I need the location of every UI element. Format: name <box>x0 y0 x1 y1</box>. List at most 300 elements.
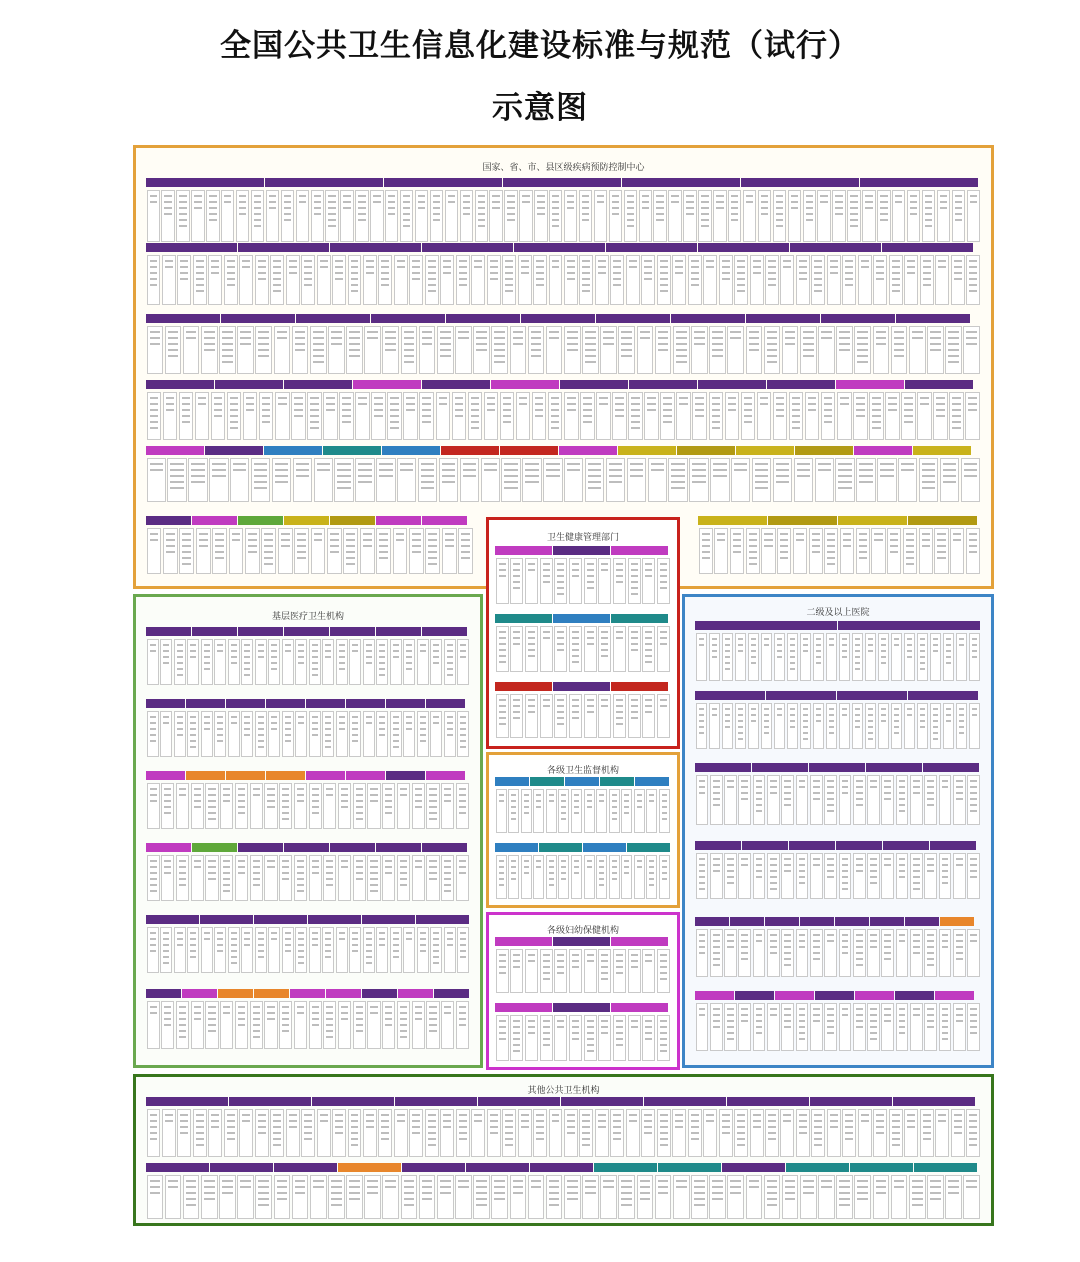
item-text-line <box>363 533 372 535</box>
item-text-line <box>471 427 480 429</box>
item-text-line <box>343 195 350 197</box>
item-text-line <box>913 864 920 866</box>
item-box <box>525 694 538 738</box>
item-text-line <box>937 545 945 547</box>
item-text-line <box>325 644 331 646</box>
item-text-line <box>624 860 629 862</box>
item-text-line <box>440 337 451 339</box>
item-text-line <box>285 716 291 718</box>
item-box-row <box>146 456 981 504</box>
item-text-line <box>444 1012 451 1014</box>
item-text-line <box>370 866 377 868</box>
item-text-line <box>857 1198 868 1200</box>
item-text-line <box>412 1132 420 1134</box>
item-box <box>877 190 890 242</box>
item-box <box>496 1015 509 1061</box>
item-text-line <box>776 481 789 483</box>
item-box <box>887 528 901 574</box>
item-text-line <box>463 469 476 471</box>
item-box <box>746 1175 763 1219</box>
item-box <box>519 190 532 242</box>
item-box <box>228 711 240 757</box>
item-text-line <box>248 539 257 541</box>
item-box <box>582 1175 599 1219</box>
item-text-line <box>531 1186 542 1188</box>
item-text-line <box>397 1114 405 1116</box>
item-box <box>201 1175 218 1219</box>
item-text-line <box>713 469 726 471</box>
item-text-line <box>557 637 564 639</box>
item-box <box>510 949 523 993</box>
item-text-line <box>312 668 318 670</box>
item-text-line <box>616 954 623 956</box>
item-text-line <box>379 539 388 541</box>
item-text-line <box>814 284 822 286</box>
item-box <box>813 703 825 749</box>
item-text-line <box>803 638 809 640</box>
item-text-line <box>238 788 245 790</box>
item-text-line <box>859 551 867 553</box>
item-text-line <box>150 938 156 940</box>
item-text-line <box>859 533 867 535</box>
item-text-line <box>712 1186 723 1188</box>
category-header <box>226 699 265 708</box>
item-text-line <box>738 714 744 716</box>
item-text-line <box>820 201 827 203</box>
item-text-line <box>913 858 920 860</box>
item-text-line <box>899 858 906 860</box>
item-box <box>160 639 172 685</box>
item-box <box>491 1175 508 1219</box>
item-text-line <box>314 533 323 535</box>
item-text-line <box>349 349 360 351</box>
item-box <box>796 853 809 899</box>
item-text-line <box>959 644 965 646</box>
item-text-line <box>271 668 277 670</box>
category-header-strip <box>146 1163 981 1172</box>
item-text-line <box>738 726 744 728</box>
item-box <box>516 392 531 440</box>
item-box <box>167 458 186 502</box>
category-header <box>530 777 564 786</box>
item-box <box>753 853 766 899</box>
item-box <box>455 326 472 374</box>
item-text-line <box>281 533 290 535</box>
item-text-line <box>842 1014 849 1016</box>
item-text-line <box>827 798 834 800</box>
category-header <box>422 380 490 389</box>
item-text-line <box>601 954 608 956</box>
item-text-line <box>284 213 291 215</box>
item-box <box>282 639 294 685</box>
item-text-line <box>217 740 223 742</box>
item-text-line <box>513 1032 520 1034</box>
item-text-line <box>906 545 914 547</box>
item-text-line <box>231 932 237 934</box>
item-text-line <box>412 545 421 547</box>
item-text-line <box>713 798 720 800</box>
item-box <box>518 255 532 305</box>
item-text-line <box>859 463 872 465</box>
item-text-line <box>179 1024 186 1026</box>
item-text-line <box>695 397 704 399</box>
item-text-line <box>366 932 372 934</box>
item-text-line <box>325 716 331 718</box>
item-text-line <box>621 331 632 333</box>
item-text-line <box>583 403 592 405</box>
item-text-line <box>746 195 753 197</box>
item-box <box>554 558 567 604</box>
item-text-line <box>912 1198 923 1200</box>
item-text-line <box>706 260 714 262</box>
item-text-line <box>298 716 304 718</box>
item-text-line <box>403 207 410 209</box>
item-text-line <box>204 1180 215 1182</box>
item-box <box>600 326 617 374</box>
item-text-line <box>511 866 516 868</box>
item-text-line <box>326 397 335 399</box>
category-header <box>908 516 977 525</box>
item-text-line <box>403 201 410 203</box>
item-text-line <box>356 872 363 874</box>
item-text-line <box>385 1186 396 1188</box>
item-text-line <box>631 1026 638 1028</box>
item-text-line <box>791 195 798 197</box>
item-box <box>753 775 766 825</box>
item-text-line <box>870 1032 877 1034</box>
item-text-line <box>954 1126 962 1128</box>
item-text-line <box>346 539 355 541</box>
item-box <box>584 949 597 993</box>
item-text-line <box>258 272 266 274</box>
item-text-line <box>429 878 436 880</box>
item-box <box>425 255 439 305</box>
item-text-line <box>741 858 748 860</box>
item-text-line <box>755 475 768 477</box>
item-text-line <box>621 355 632 357</box>
item-text-line <box>624 800 629 802</box>
item-text-line <box>281 539 290 541</box>
category-header <box>254 989 289 998</box>
item-text-line <box>727 1008 734 1010</box>
item-text-line <box>733 533 741 535</box>
item-text-line <box>712 714 718 716</box>
item-text-line <box>379 944 385 946</box>
item-text-line <box>549 872 554 874</box>
item-text-line <box>561 818 566 820</box>
item-text-line <box>913 786 920 788</box>
item-text-line <box>599 794 604 796</box>
item-text-line <box>621 349 632 351</box>
item-text-line <box>587 575 594 577</box>
item-text-line <box>574 866 579 868</box>
category-header <box>146 1097 228 1106</box>
item-box <box>309 927 321 973</box>
item-text-line <box>168 1186 179 1188</box>
item-text-line <box>342 403 351 405</box>
item-text-line <box>969 266 977 268</box>
item-box <box>309 711 321 757</box>
item-text-line <box>455 415 464 417</box>
item-box <box>748 703 760 749</box>
category-header <box>205 446 263 455</box>
item-text-line <box>258 956 264 958</box>
item-text-line <box>792 427 801 429</box>
item-box <box>510 1175 527 1219</box>
item-box <box>815 458 834 502</box>
item-text-line <box>258 746 264 748</box>
item-text-line <box>658 1180 669 1182</box>
item-text-line <box>325 938 331 940</box>
item-box <box>311 528 326 574</box>
item-text-line <box>513 643 520 645</box>
item-box <box>847 190 860 242</box>
item-text-line <box>660 1132 668 1134</box>
item-text-line <box>922 539 930 541</box>
item-box <box>502 1109 516 1157</box>
item-text-line <box>412 1114 420 1116</box>
item-text-line <box>177 932 183 934</box>
item-box <box>896 853 909 899</box>
item-text-line <box>741 786 748 788</box>
item-text-line <box>326 409 335 411</box>
item-text-line <box>876 337 887 339</box>
item-box <box>353 855 366 901</box>
hospital-band-1 <box>695 621 981 683</box>
item-text-line <box>214 397 223 399</box>
item-text-line <box>702 539 710 541</box>
item-text-line <box>588 487 601 489</box>
item-text-line <box>725 656 731 658</box>
item-text-line <box>938 260 946 262</box>
item-box <box>160 927 172 973</box>
item-text-line <box>631 954 638 956</box>
item-text-line <box>861 1120 869 1122</box>
item-text-line <box>942 946 949 948</box>
item-box-row <box>698 526 981 576</box>
category-header <box>695 621 837 630</box>
item-text-line <box>258 260 266 262</box>
item-box <box>891 1175 908 1219</box>
item-text-line <box>194 806 201 808</box>
item-box <box>193 1109 207 1157</box>
item-text-line <box>313 349 324 351</box>
item-text-line <box>543 575 550 577</box>
item-text-line <box>412 533 421 535</box>
item-text-line <box>537 207 544 209</box>
item-box <box>738 853 751 899</box>
item-text-line <box>222 349 233 351</box>
item-text-line <box>642 207 649 209</box>
item-text-line <box>258 337 269 339</box>
item-text-line <box>244 668 250 670</box>
item-text-line <box>954 266 962 268</box>
item-box <box>250 1001 263 1049</box>
category-header <box>860 178 978 187</box>
category-header <box>495 546 552 555</box>
item-text-line <box>603 331 614 333</box>
item-box <box>672 255 686 305</box>
category-header <box>422 627 467 636</box>
item-text-line <box>356 1030 363 1032</box>
item-text-line <box>663 397 672 399</box>
item-box <box>521 789 532 833</box>
item-text-line <box>940 201 947 203</box>
item-text-line <box>166 403 175 405</box>
item-box <box>295 711 307 757</box>
item-box <box>336 711 348 757</box>
item-text-line <box>964 469 977 471</box>
category-header <box>854 446 912 455</box>
item-box <box>800 326 817 374</box>
item-text-line <box>168 331 179 333</box>
item-text-line <box>415 800 422 802</box>
item-text-line <box>968 403 977 405</box>
item-text-line <box>549 337 560 339</box>
item-text-line <box>326 884 333 886</box>
item-text-line <box>609 475 622 477</box>
category-header-strip <box>146 627 470 636</box>
category-header-strip <box>695 991 981 1000</box>
item-text-line <box>231 962 237 964</box>
item-text-line <box>892 278 900 280</box>
item-text-line <box>150 860 157 862</box>
item-text-line <box>341 800 348 802</box>
item-text-line <box>923 284 931 286</box>
item-box <box>323 855 336 901</box>
item-text-line <box>713 952 720 954</box>
item-text-line <box>164 794 171 796</box>
item-text-line <box>899 1032 906 1034</box>
item-text-line <box>552 225 559 227</box>
item-text-line <box>507 207 514 209</box>
item-text-line <box>463 463 476 465</box>
other-band-1 <box>146 1097 981 1159</box>
item-text-line <box>829 644 835 646</box>
item-text-line <box>799 278 807 280</box>
item-text-line <box>230 427 239 429</box>
category-header <box>896 314 970 323</box>
item-box <box>596 392 611 440</box>
item-text-line <box>691 266 699 268</box>
item-text-line <box>813 1014 820 1016</box>
item-box <box>628 558 641 604</box>
category-header <box>495 777 529 786</box>
item-text-line <box>299 195 306 197</box>
item-text-line <box>557 593 564 595</box>
item-box <box>346 326 363 374</box>
item-text-line <box>645 1020 652 1022</box>
item-text-line <box>190 944 196 946</box>
item-text-line <box>428 551 437 553</box>
item-text-line <box>730 337 741 339</box>
item-text-line <box>927 870 934 872</box>
item-box <box>546 789 557 833</box>
item-text-line <box>341 788 348 790</box>
item-text-line <box>585 1192 596 1194</box>
item-text-line <box>358 403 367 405</box>
item-text-line <box>756 876 763 878</box>
item-box <box>255 711 267 757</box>
item-text-line <box>640 1186 651 1188</box>
item-text-line <box>936 403 945 405</box>
item-text-line <box>567 349 578 351</box>
item-box-row <box>146 1107 981 1159</box>
category-header-strip <box>146 915 470 924</box>
item-box <box>765 1109 779 1157</box>
item-text-line <box>751 708 757 710</box>
item-box <box>174 639 186 685</box>
item-text-line <box>190 740 196 742</box>
item-text-line <box>177 938 183 940</box>
item-text-line <box>799 858 806 860</box>
item-text-line <box>312 1012 319 1014</box>
item-text-line <box>966 331 977 333</box>
item-text-line <box>150 427 159 429</box>
item-text-line <box>892 1126 900 1128</box>
item-text-line <box>784 1014 791 1016</box>
item-box <box>355 458 374 502</box>
item-text-line <box>585 343 596 345</box>
item-box <box>579 1109 593 1157</box>
category-header <box>265 178 383 187</box>
category-header <box>765 917 799 926</box>
supervision-band-1 <box>495 777 671 835</box>
item-text-line <box>587 631 594 633</box>
item-text-line <box>859 475 872 477</box>
item-box <box>927 326 944 374</box>
item-text-line <box>310 427 319 429</box>
item-text-line <box>224 195 231 197</box>
item-text-line <box>970 810 977 812</box>
item-text-line <box>244 644 250 646</box>
item-text-line <box>358 201 365 203</box>
item-box <box>177 1109 191 1157</box>
item-box <box>261 528 276 574</box>
item-text-line <box>524 806 529 808</box>
item-text-line <box>164 872 171 874</box>
item-text-line <box>150 260 158 262</box>
item-text-line <box>179 213 186 215</box>
item-box <box>322 927 334 973</box>
item-text-line <box>513 1038 520 1040</box>
item-text-line <box>415 1006 422 1008</box>
item-text-line <box>954 1114 962 1116</box>
item-text-line <box>208 818 215 820</box>
item-text-line <box>499 866 504 868</box>
category-header <box>940 917 974 926</box>
item-text-line <box>190 956 196 958</box>
item-text-line <box>179 195 186 197</box>
item-text-line <box>244 932 250 934</box>
item-box <box>950 528 964 574</box>
item-text-line <box>528 563 535 565</box>
item-text-line <box>722 260 730 262</box>
item-text-line <box>969 545 977 547</box>
item-text-line <box>920 656 926 658</box>
cdc-band-3 <box>146 314 981 376</box>
item-text-line <box>856 409 865 411</box>
item-text-line <box>460 956 466 958</box>
item-text-line <box>767 1204 778 1206</box>
item-text-line <box>749 539 757 541</box>
item-text-line <box>223 872 230 874</box>
item-text-line <box>285 650 291 652</box>
item-box <box>521 855 532 899</box>
item-text-line <box>519 403 528 405</box>
item-text-line <box>230 403 239 405</box>
item-text-line <box>631 649 638 651</box>
